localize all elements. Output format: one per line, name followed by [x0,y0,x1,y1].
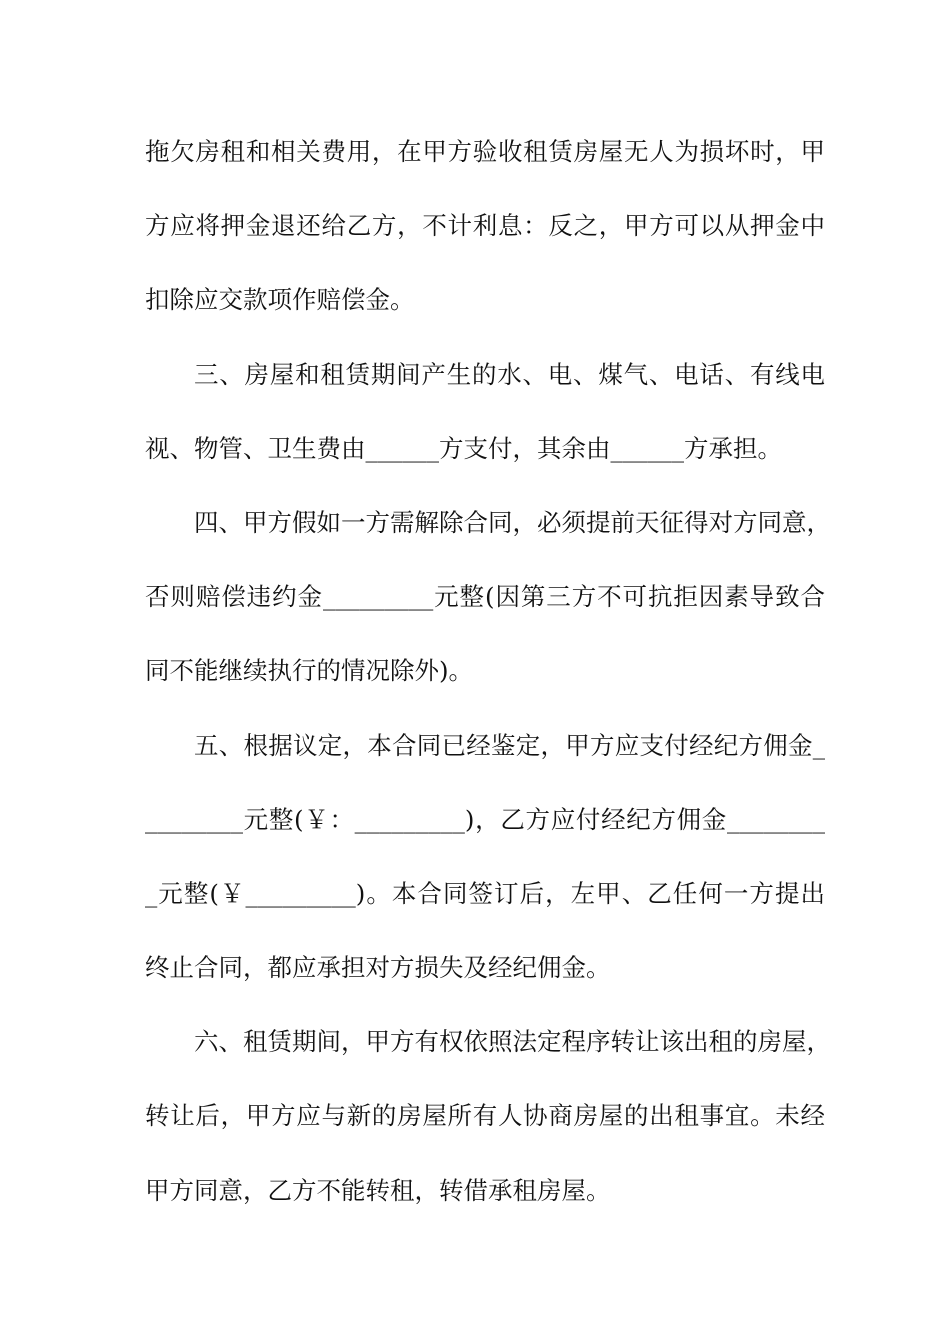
text-line: 六、租赁期间，甲方有权依照法定程序转让该出租的房屋， [194,1027,831,1057]
text-line: 扣除应交款项作赔偿金。 [145,285,415,315]
text-line: 甲方同意，乙方不能转租，转借承租房屋。 [145,1175,611,1205]
text-line: 三、房屋和租赁期间产生的水、电、煤气、电话、有线电 [194,359,825,389]
text-line: ________元整(￥：_________)，乙方应付经纪方佣金________ [145,804,825,834]
text-line: 方应将押金退还给乙方，不计利息：反之，甲方可以从押金中 [145,211,825,241]
text-line: 四、甲方假如一方需解除合同，必须提前天征得对方同意， [194,507,831,537]
text-line: 视、物管、卫生费由______方支付，其余由______方承担。 [145,433,782,463]
text-line: _元整(￥_________)。本合同签订后，左甲、乙任何一方提出 [145,878,825,908]
text-line: 转让后，甲方应与新的房屋所有人协商房屋的出租事宜。未经 [145,1101,825,1131]
text-line: 同不能继续执行的情况除外)。 [145,656,474,686]
text-line: 五、根据议定，本合同已经鉴定，甲方应支付经纪方佣金_ [194,730,825,760]
document-body [145,126,831,1239]
text-line: 否则赔偿违约金_________元整(因第三方不可抗拒因素导致合 [145,582,825,612]
text-line: 拖欠房租和相关费用，在甲方验收租赁房屋无人为损坏时，甲 [145,137,825,166]
text-line: 终止合同，都应承担对方损失及经纪佣金。 [145,953,611,983]
